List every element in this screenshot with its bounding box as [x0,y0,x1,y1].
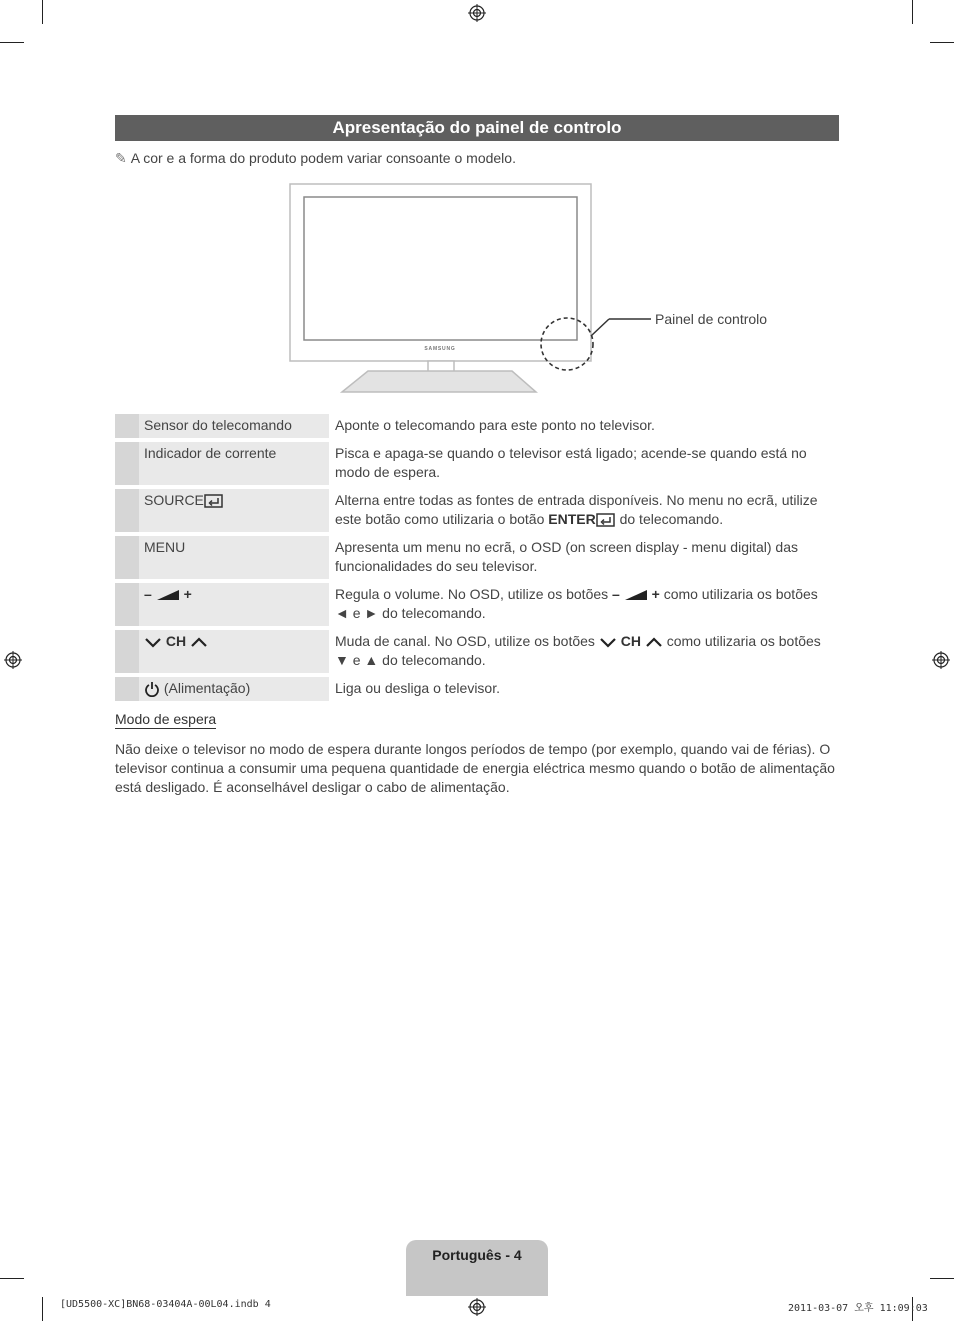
control-panel-label: Painel de controlo [655,311,768,327]
date-slug: 2011-03-07 오후 11:09:03 [788,1303,928,1314]
note-text: A cor e a forma do produto podem variar consoante o modelo. [130,150,516,166]
volume-icon [624,589,648,601]
control-name [139,583,329,626]
volume-minus-label: – [144,586,152,602]
tv-illustration [0,180,954,400]
registration-mark-icon [4,651,22,669]
control-desc: Regula o volume. No OSD, utilize os botões – + como utilizaria os botões ◄ e ► do telecomando. [329,583,839,626]
crop-mark [930,1278,954,1279]
table-row [115,677,839,701]
file-slug: [UD5500-XC]BN68-03404A-00L04.indb 4 [60,1299,271,1310]
crop-mark [0,1278,24,1279]
control-name [139,677,329,701]
table-row [115,583,839,626]
control-desc: Pisca e apaga-se quando o televisor está ligado; acende-se quando está no modo de espera. [329,442,839,485]
control-desc: Apresenta um menu no ecrã, o OSD (on screen display - menu digital) das funcionalidades do seu televisor. [329,536,839,579]
control-desc: Liga ou desliga o televisor. [329,677,839,701]
control-name: Sensor do telecomando [139,414,329,438]
crop-mark [42,1297,43,1321]
registration-mark-icon [932,651,950,669]
pencil-icon: ✎ [115,150,127,166]
power-icon [144,681,160,697]
section-title: Apresentação do painel de controlo [115,115,839,141]
tv-brand-logo: SAMSUNG [424,346,456,352]
enter-key-label: ENTER [548,511,596,527]
registration-mark-icon [468,4,486,22]
chevron-up-icon [645,636,663,648]
control-name [139,630,329,673]
source-icon [204,494,224,508]
standby-title: Modo de espera [115,711,217,727]
channel-label: CH [165,633,187,649]
note [115,150,516,167]
volume-icon [156,589,180,601]
control-name: MENU [139,536,329,579]
power-label: (Alimentação) [163,680,251,696]
chevron-up-icon [190,636,208,648]
table-row [115,414,839,438]
standby-text: Não deixe o televisor no modo de espera durante longos períodos de tempo (por exemplo, quando vai de férias). O televisor continua a consumir uma pequena quantidade de energia eléctrica mesmo quando o botão de alimentação está desligado. É aconselhável desligar o cabo de alimentação. [115,741,835,795]
crop-mark [0,42,24,43]
source-label: SOURCE [144,492,204,508]
volume-plus-label: + [183,586,192,602]
table-row [115,442,839,485]
table-row [115,536,839,579]
page-number-tab: Português - 4 [406,1240,548,1296]
crop-mark [912,0,913,24]
chevron-down-icon [144,636,162,648]
control-table [115,410,839,705]
control-desc: Aponte o telecomando para este ponto no televisor. [329,414,839,438]
crop-mark [930,42,954,43]
table-row [115,630,839,673]
crop-mark [42,0,43,24]
control-name: Indicador de corrente [139,442,329,485]
control-desc: Muda de canal. No OSD, utilize os botões CH como utilizaria os botões ▼ e ▲ do telecomando. [329,630,839,673]
enter-icon [596,513,616,527]
chevron-down-icon [599,636,617,648]
control-name [139,489,329,532]
table-row [115,489,839,532]
registration-mark-icon [468,1298,486,1316]
control-desc: Alterna entre todas as fontes de entrada disponíveis. No menu no ecrã, utilize este botão como utilizaria o botão ENTER do telecomando. [329,489,839,532]
